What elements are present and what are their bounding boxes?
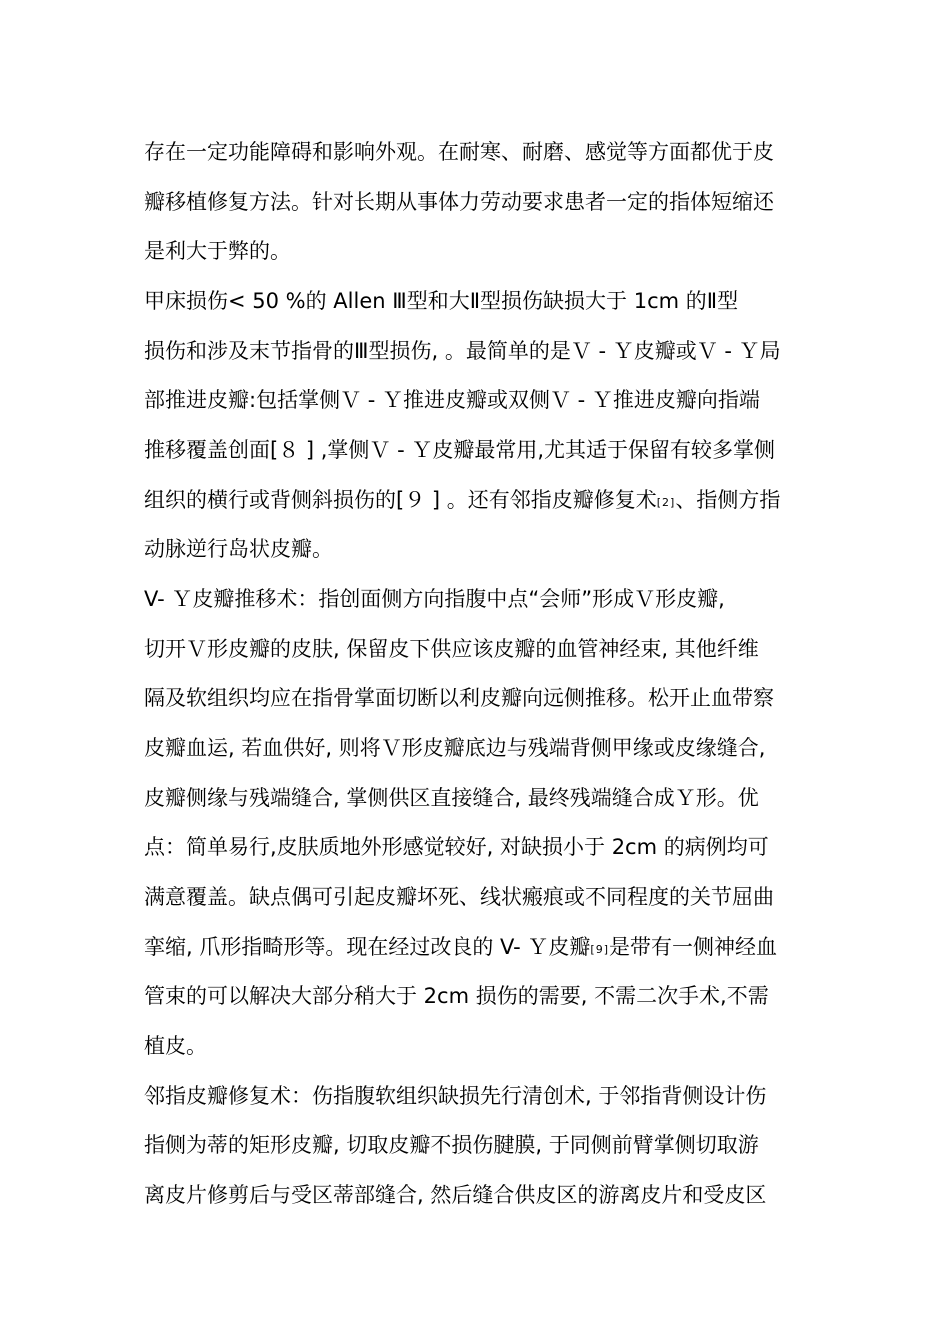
text-line-15: 点：简单易行,皮肤质地外形感觉较好, 对缺损小于 2cm 的病例均可 — [144, 835, 769, 859]
text-line-17-main: 挛缩, 爪形指畸形等。现在经过改良的 V- Ｙ皮瓣 — [144, 935, 591, 959]
text-line-21: 指侧为蒂的矩形皮瓣, 切取皮瓣不损伤腱膜, 于同侧前臂掌侧切取游 — [144, 1133, 759, 1157]
text-line-4: 甲床损伤< 50 %的 Allen Ⅲ型和大Ⅱ型损伤缺损大于 1cm 的Ⅱ型 — [144, 289, 739, 313]
text-line-22: 离皮片修剪后与受区蒂部缝合, 然后缝合供皮区的游离皮片和受皮区 — [144, 1183, 767, 1207]
text-line-12: 隔及软组织均应在指骨掌面切断以利皮瓣向远侧推移。松开止血带察 — [144, 686, 774, 710]
text-line-7: 推移覆盖创面[８ ] ,掌侧Ｖ - Ｙ皮瓣最常用,尤其适于保留有较多掌侧 — [144, 438, 776, 462]
text-line-18: 管束的可以解决大部分稍大于 2cm 损伤的需要, 不需二次手术,不需 — [144, 984, 769, 1008]
text-line-9: 动脉逆行岛状皮瓣。 — [144, 537, 333, 561]
text-line-6: 部推进皮瓣:包括掌侧Ｖ - Ｙ推进皮瓣或双侧Ｖ - Ｙ推进皮瓣向指端 — [144, 388, 760, 412]
text-line-10: V- Ｙ皮瓣推移术：指创面侧方向指腹中点“会师”形成Ｖ形皮瓣, — [144, 587, 725, 611]
text-line-17-tail: 是带有一侧神经血 — [609, 935, 778, 959]
text-line-13: 皮瓣血运, 若血供好, 则将Ｖ形皮瓣底边与残端背侧甲缘或皮缘缝合, — [144, 736, 766, 760]
text-line-2: 瓣移植修复方法。针对长期从事体力劳动要求患者一定的指体短缩还 — [144, 190, 774, 214]
text-line-1: 存在一定功能障碍和影响外观。在耐寒、耐磨、感觉等方面都优于皮 — [144, 140, 774, 164]
text-line-11: 切开Ｖ形皮瓣的皮肤, 保留皮下供应该皮瓣的血管神经束, 其他纤维 — [144, 637, 759, 661]
citation-9: [9] — [590, 943, 610, 956]
text-line-19: 植皮。 — [144, 1034, 207, 1058]
text-line-16: 满意覆盖。缺点偶可引起皮瓣坏死、线状瘢痕或不同程度的关节屈曲 — [144, 885, 774, 909]
text-line-8-main: 组织的横行或背侧斜损伤的[９ ] 。还有邻指皮瓣修复术 — [144, 488, 657, 512]
text-line-14: 皮瓣侧缘与残端缝合, 掌侧供区直接缝合, 最终残端缝合成Ｙ形。优 — [144, 786, 759, 810]
text-line-8 — [144, 482, 824, 518]
text-line-8-tail: 、指侧方指 — [675, 488, 781, 512]
text-line-5: 损伤和涉及末节指骨的Ⅲ型损伤, 。最简单的是Ｖ - Ｙ皮瓣或Ｖ - Ｙ局 — [144, 339, 781, 363]
text-line-17 — [144, 929, 824, 965]
text-line-3: 是利大于弊的。 — [144, 239, 291, 263]
text-line-20: 邻指皮瓣修复术：伤指腹软组织缺损先行清创术, 于邻指背侧设计伤 — [144, 1084, 767, 1108]
citation-2: [2] — [656, 496, 676, 509]
